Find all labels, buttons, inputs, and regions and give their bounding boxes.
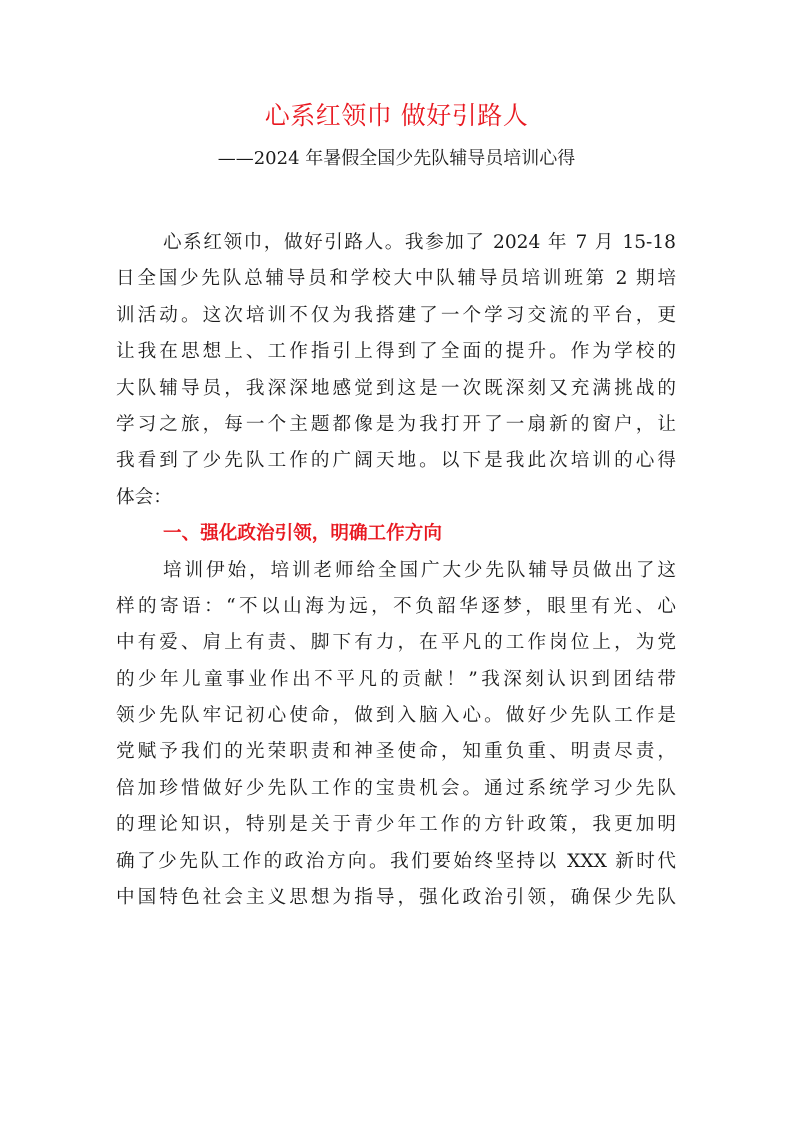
paragraph-line: 体会： xyxy=(116,486,172,508)
paragraph-line: 日全国少先队总辅导员和学校大中队辅导员培训班第 2 期培 xyxy=(116,268,676,290)
document-subtitle: ——2024 年暑假全国少先队辅导员培训心得 xyxy=(217,148,576,169)
paragraph-line: 的理论知识，特别是关于青少年工作的方针政策，我更加明 xyxy=(116,814,676,836)
paragraph-line: 确了少先队工作的政治方向。我们要始终坚持以 XXX 新时代 xyxy=(116,850,676,872)
paragraph-line: 我看到了少先队工作的广阔天地。以下是我此次培训的心得 xyxy=(116,450,676,472)
paragraph-line: 中有爱、肩上有责、脚下有力，在平凡的工作岗位上，为党 xyxy=(116,632,676,654)
paragraph-line: 中国特色社会主义思想为指导，强化政治引领，确保少先队 xyxy=(116,887,676,909)
section-paragraph xyxy=(116,553,676,917)
paragraph-line: 党赋予我们的光荣职责和神圣使命，知重负重、明责尽责， xyxy=(116,741,676,763)
paragraph-line: 训活动。这次培训不仅为我搭建了一个学习交流的平台，更 xyxy=(116,304,676,326)
paragraph-line: 倍加珍惜做好少先队工作的宝贵机会。通过系统学习少先队 xyxy=(116,777,676,799)
paragraph-line: 大队辅导员，我深深地感觉到这是一次既深刻又充满挑战的 xyxy=(116,377,676,399)
paragraph-line: 培训伊始，培训老师给全国广大少先队辅导员做出了这 xyxy=(163,559,676,581)
intro-paragraph xyxy=(116,225,676,516)
paragraph-line: 的少年儿童事业作出不平凡的贡献！”我深刻认识到团结带 xyxy=(116,668,676,690)
paragraph-line: 让我在思想上、工作指引上得到了全面的提升。作为学校的 xyxy=(116,341,676,363)
document-body xyxy=(116,225,676,916)
document-title: 心系红领巾 做好引路人 xyxy=(264,101,529,130)
paragraph-line: 领少先队牢记初心使命，做到入脑入心。做好少先队工作是 xyxy=(116,705,676,727)
paragraph-line: 学习之旅，每一个主题都像是为我打开了一扇新的窗户，让 xyxy=(116,413,676,435)
paragraph-line: 样的寄语：“不以山海为远，不负韶华逐梦，眼里有光、心 xyxy=(116,595,676,617)
section-heading: 一、强化政治引领，明确工作方向 xyxy=(163,523,442,545)
paragraph-line: 心系红领巾，做好引路人。我参加了 2024 年 7 月 15-18 xyxy=(163,232,676,253)
